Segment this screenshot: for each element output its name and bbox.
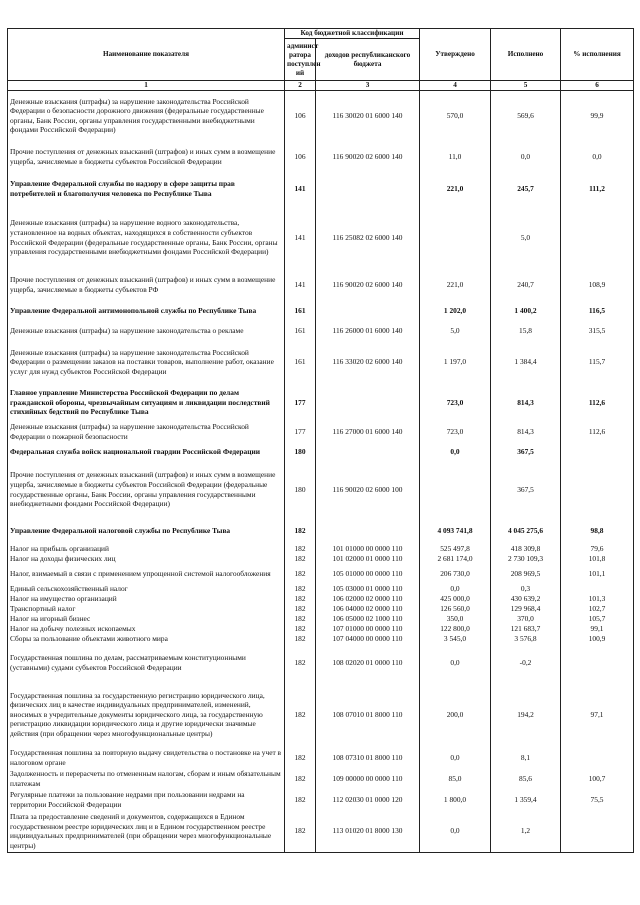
table-row bbox=[8, 594, 634, 604]
column-number: 1 bbox=[8, 81, 285, 91]
admin-code-cell: 182 bbox=[285, 769, 316, 790]
table-row bbox=[8, 644, 634, 682]
income-code-cell: 105 03000 01 0000 110 bbox=[316, 584, 420, 594]
approved-amount-cell: 570,0 bbox=[420, 91, 491, 141]
execution-percent-cell: 101,3 bbox=[561, 594, 634, 604]
execution-percent-cell: 100,9 bbox=[561, 634, 634, 644]
approved-amount-cell: 3 545,0 bbox=[420, 634, 491, 644]
header-indicator-name: Наименование показателя bbox=[8, 29, 285, 81]
indicator-name-cell: Транспортный налог bbox=[8, 604, 285, 614]
income-code-cell: 116 26000 01 6000 140 bbox=[316, 322, 420, 341]
admin-code-cell: 182 bbox=[285, 594, 316, 604]
admin-code-cell: 182 bbox=[285, 644, 316, 682]
admin-code-cell: 182 bbox=[285, 554, 316, 564]
income-code-cell: 116 27000 01 6000 140 bbox=[316, 422, 420, 442]
execution-percent-cell: 99,9 bbox=[561, 91, 634, 141]
execution-percent-cell bbox=[561, 442, 634, 462]
indicator-name-cell: Единый сельскохозяйственный налог bbox=[8, 584, 285, 594]
executed-amount-cell: 121 683,7 bbox=[491, 624, 561, 634]
indicator-name-cell: Денежные взыскания (штрафы) за нарушение законодательства о рекламе bbox=[8, 322, 285, 341]
execution-percent-cell: 75,5 bbox=[561, 790, 634, 811]
admin-code-cell: 141 bbox=[285, 270, 316, 300]
executed-amount-cell: 569,6 bbox=[491, 91, 561, 141]
admin-code-cell: 182 bbox=[285, 518, 316, 544]
indicator-name-cell: Прочие поступления от денежных взысканий (штрафов) и иных сумм в возмещение ущерба, зачисляемые в бюджеты субъектов РФ bbox=[8, 270, 285, 300]
executed-amount-cell: 85,6 bbox=[491, 769, 561, 790]
approved-amount-cell: 4 093 741,8 bbox=[420, 518, 491, 544]
admin-code-cell: 182 bbox=[285, 604, 316, 614]
column-number: 2 bbox=[285, 81, 316, 91]
approved-amount-cell: 0,0 bbox=[420, 748, 491, 769]
indicator-name-cell: Управление Федеральной антимонопольной службы по Республике Тыва bbox=[8, 300, 285, 322]
column-number: 6 bbox=[561, 81, 634, 91]
table-row bbox=[8, 384, 634, 422]
execution-percent-cell: 101,1 bbox=[561, 564, 634, 584]
execution-percent-cell: 115,7 bbox=[561, 341, 634, 384]
table-row bbox=[8, 682, 634, 748]
income-code-cell: 116 30020 01 6000 140 bbox=[316, 91, 420, 141]
table-row bbox=[8, 300, 634, 322]
table-header bbox=[8, 29, 634, 91]
income-code-cell bbox=[316, 300, 420, 322]
income-code-cell: 116 25082 02 6000 140 bbox=[316, 206, 420, 270]
admin-code-cell: 161 bbox=[285, 341, 316, 384]
executed-amount-cell: -0,2 bbox=[491, 644, 561, 682]
execution-percent-cell: 102,7 bbox=[561, 604, 634, 614]
approved-amount-cell: 0,0 bbox=[420, 811, 491, 853]
income-code-cell bbox=[316, 442, 420, 462]
admin-code-cell: 182 bbox=[285, 584, 316, 594]
execution-percent-cell: 101,8 bbox=[561, 554, 634, 564]
indicator-name-cell: Задолженность и перерасчеты по отмененным налогам, сборам и иным обязательным платежам bbox=[8, 769, 285, 790]
approved-amount-cell: 425 000,0 bbox=[420, 594, 491, 604]
table-row bbox=[8, 624, 634, 634]
indicator-name-cell: Государственная пошлина по делам, рассматриваемым конституционными (уставными) судами субъектов Российской Федерации bbox=[8, 644, 285, 682]
indicator-name-cell: Денежные взыскания (штрафы) за нарушение законодательства Российской Федерации о безопасности дорожного движения (федеральные государственные органы, Банк России, органы управления государственными внебюджетными фондами Российской Федерации) bbox=[8, 91, 285, 141]
indicator-name-cell: Налог на игорный бизнес bbox=[8, 614, 285, 624]
execution-percent-cell: 100,7 bbox=[561, 769, 634, 790]
admin-code-cell: 182 bbox=[285, 614, 316, 624]
admin-code-cell: 182 bbox=[285, 544, 316, 554]
approved-amount-cell: 525 497,8 bbox=[420, 544, 491, 554]
admin-code-cell: 182 bbox=[285, 682, 316, 748]
admin-code-cell: 180 bbox=[285, 442, 316, 462]
executed-amount-cell: 15,8 bbox=[491, 322, 561, 341]
header-code-group: Код бюджетной классификации bbox=[285, 29, 420, 39]
approved-amount-cell: 5,0 bbox=[420, 322, 491, 341]
header-approved: Утверждено bbox=[420, 29, 491, 81]
table-row bbox=[8, 422, 634, 442]
income-code-cell: 113 01020 01 8000 130 bbox=[316, 811, 420, 853]
indicator-name-cell: Денежные взыскания (штрафы) за нарушение водного законодательства, установленное на водных объектах, находящихся в собственности субъектов Российской Федерации (федеральные государственные органы, Банк России, органы управления государственными внебюджетными фондами Российской Федерации) bbox=[8, 206, 285, 270]
admin-code-cell: 141 bbox=[285, 173, 316, 206]
admin-code-cell: 180 bbox=[285, 462, 316, 518]
income-code-cell: 106 04000 02 0000 110 bbox=[316, 604, 420, 614]
executed-amount-cell: 1,2 bbox=[491, 811, 561, 853]
table-row bbox=[8, 584, 634, 594]
column-number: 5 bbox=[491, 81, 561, 91]
approved-amount-cell: 11,0 bbox=[420, 141, 491, 173]
header-executed: Исполнено bbox=[491, 29, 561, 81]
executed-amount-cell: 8,1 bbox=[491, 748, 561, 769]
column-numbers-row bbox=[8, 81, 634, 91]
executed-amount-cell: 5,0 bbox=[491, 206, 561, 270]
executed-amount-cell: 430 639,2 bbox=[491, 594, 561, 604]
indicator-name-cell: Налог на имущество организаций bbox=[8, 594, 285, 604]
admin-code-cell: 161 bbox=[285, 322, 316, 341]
table-row bbox=[8, 518, 634, 544]
admin-code-cell: 182 bbox=[285, 790, 316, 811]
header-percent: % исполнения bbox=[561, 29, 634, 81]
income-code-cell: 106 05000 02 1000 110 bbox=[316, 614, 420, 624]
table-row bbox=[8, 811, 634, 853]
indicator-name-cell: Плата за предоставление сведений и документов, содержащихся в Едином государственном реестре юридических лиц и в Едином государственном реестре индивидуальных предпринимателей (при обращении через многофункциональные центры) bbox=[8, 811, 285, 853]
admin-code-cell: 182 bbox=[285, 634, 316, 644]
table-row bbox=[8, 614, 634, 624]
indicator-name-cell: Денежные взыскания (штрафы) за нарушение законодательства Российской Федерации о пожарной безопасности bbox=[8, 422, 285, 442]
executed-amount-cell: 418 309,8 bbox=[491, 544, 561, 554]
approved-amount-cell: 1 202,0 bbox=[420, 300, 491, 322]
execution-percent-cell: 108,9 bbox=[561, 270, 634, 300]
approved-amount-cell: 221,0 bbox=[420, 173, 491, 206]
execution-percent-cell: 111,2 bbox=[561, 173, 634, 206]
indicator-name-cell: Денежные взыскания (штрафы) за нарушение законодательства Российской Федерации о размещении заказов на поставки товаров, выполнение работ, оказание услуг для нужд субъектов Российской Федерации bbox=[8, 341, 285, 384]
executed-amount-cell: 194,2 bbox=[491, 682, 561, 748]
header-income-code: доходов республиканского бюджета bbox=[316, 39, 420, 81]
indicator-name-cell: Налог на прибыль организаций bbox=[8, 544, 285, 554]
admin-code-cell: 182 bbox=[285, 624, 316, 634]
table-row bbox=[8, 748, 634, 769]
indicator-name-cell: Федеральная служба войск национальной гвардии Российской Федерации bbox=[8, 442, 285, 462]
column-number: 4 bbox=[420, 81, 491, 91]
approved-amount-cell: 2 681 174,0 bbox=[420, 554, 491, 564]
income-code-cell: 108 07310 01 8000 110 bbox=[316, 748, 420, 769]
approved-amount-cell: 0,0 bbox=[420, 442, 491, 462]
execution-percent-cell bbox=[561, 748, 634, 769]
executed-amount-cell: 2 730 109,3 bbox=[491, 554, 561, 564]
execution-percent-cell bbox=[561, 811, 634, 853]
approved-amount-cell: 0,0 bbox=[420, 584, 491, 594]
income-code-cell: 116 90020 02 6000 140 bbox=[316, 270, 420, 300]
table-row bbox=[8, 173, 634, 206]
admin-code-cell: 177 bbox=[285, 384, 316, 422]
execution-percent-cell bbox=[561, 462, 634, 518]
approved-amount-cell: 1 800,0 bbox=[420, 790, 491, 811]
approved-amount-cell: 126 560,0 bbox=[420, 604, 491, 614]
executed-amount-cell: 1 359,4 bbox=[491, 790, 561, 811]
execution-percent-cell: 98,8 bbox=[561, 518, 634, 544]
approved-amount-cell: 723,0 bbox=[420, 384, 491, 422]
admin-code-cell: 141 bbox=[285, 206, 316, 270]
approved-amount-cell: 350,0 bbox=[420, 614, 491, 624]
header-admin-code: админист ратора поступлен ий bbox=[285, 39, 316, 81]
table-row bbox=[8, 790, 634, 811]
executed-amount-cell: 245,7 bbox=[491, 173, 561, 206]
table-row bbox=[8, 604, 634, 614]
approved-amount-cell: 206 730,0 bbox=[420, 564, 491, 584]
admin-code-cell: 177 bbox=[285, 422, 316, 442]
table-row bbox=[8, 442, 634, 462]
income-code-cell bbox=[316, 384, 420, 422]
execution-percent-cell: 112,6 bbox=[561, 422, 634, 442]
income-code-cell: 107 01000 00 0000 110 bbox=[316, 624, 420, 634]
executed-amount-cell: 3 576,8 bbox=[491, 634, 561, 644]
table-body bbox=[8, 91, 634, 853]
execution-percent-cell bbox=[561, 644, 634, 682]
indicator-name-cell: Государственная пошлина за государственную регистрацию юридического лица, физических лиц в качестве индивидуальных предпринимателей, изменений, вносимых в учредительные документы юридического лица, за государственную регистрацию ликвидации юридического лица и другие юридически значимые действия (при обращении через многофункциональные центры) bbox=[8, 682, 285, 748]
table-row bbox=[8, 322, 634, 341]
execution-percent-cell: 116,5 bbox=[561, 300, 634, 322]
table-row bbox=[8, 141, 634, 173]
indicator-name-cell: Регулярные платежи за пользование недрами при пользовании недрами на территории Российской Федерации bbox=[8, 790, 285, 811]
execution-percent-cell: 97,1 bbox=[561, 682, 634, 748]
approved-amount-cell: 200,0 bbox=[420, 682, 491, 748]
executed-amount-cell: 367,5 bbox=[491, 442, 561, 462]
admin-code-cell: 182 bbox=[285, 748, 316, 769]
execution-percent-cell: 0,0 bbox=[561, 141, 634, 173]
table-row bbox=[8, 206, 634, 270]
admin-code-cell: 106 bbox=[285, 91, 316, 141]
income-code-cell: 108 02020 01 0000 110 bbox=[316, 644, 420, 682]
approved-amount-cell: 221,0 bbox=[420, 270, 491, 300]
indicator-name-cell: Главное управление Министерства Российской Федерации по делам гражданской обороны, чрезвычайным ситуациям и ликвидации последствий стихийных бедствий по Республике Тыва bbox=[8, 384, 285, 422]
approved-amount-cell: 85,0 bbox=[420, 769, 491, 790]
executed-amount-cell: 0,0 bbox=[491, 141, 561, 173]
execution-percent-cell bbox=[561, 206, 634, 270]
approved-amount-cell: 122 800,0 bbox=[420, 624, 491, 634]
admin-code-cell: 161 bbox=[285, 300, 316, 322]
indicator-name-cell: Управление Федеральной налоговой службы по Республике Тыва bbox=[8, 518, 285, 544]
indicator-name-cell: Управление Федеральной службы по надзору в сфере защиты прав потребителей и благополучия человека по Республике Тыва bbox=[8, 173, 285, 206]
execution-percent-cell: 315,5 bbox=[561, 322, 634, 341]
executed-amount-cell: 367,5 bbox=[491, 462, 561, 518]
income-code-cell: 106 02000 02 0000 110 bbox=[316, 594, 420, 604]
admin-code-cell: 182 bbox=[285, 564, 316, 584]
indicator-name-cell: Прочие поступления от денежных взысканий (штрафов) и иных сумм в возмещение ущерба, зачисляемые в бюджеты субъектов Российской Федерации (федеральные государственные органы, Банк России, органы управления государственными внебюджетными фондами Российской Федерации) bbox=[8, 462, 285, 518]
indicator-name-cell: Налог на доходы физических лиц bbox=[8, 554, 285, 564]
table-row bbox=[8, 544, 634, 554]
approved-amount-cell bbox=[420, 206, 491, 270]
table-row bbox=[8, 554, 634, 564]
income-code-cell bbox=[316, 173, 420, 206]
approved-amount-cell bbox=[420, 462, 491, 518]
income-code-cell: 116 90020 02 6000 100 bbox=[316, 462, 420, 518]
indicator-name-cell: Налог на добычу полезных ископаемых bbox=[8, 624, 285, 634]
budget-execution-table bbox=[7, 28, 634, 853]
income-code-cell: 101 02000 01 0000 110 bbox=[316, 554, 420, 564]
indicator-name-cell: Налог, взимаемый в связи с применением упрощенной системой налогообложения bbox=[8, 564, 285, 584]
executed-amount-cell: 4 045 275,6 bbox=[491, 518, 561, 544]
executed-amount-cell: 208 969,5 bbox=[491, 564, 561, 584]
income-code-cell: 112 02030 01 0000 120 bbox=[316, 790, 420, 811]
indicator-name-cell: Государственная пошлина за повторную выдачу свидетельства о постановке на учет в налоговом органе bbox=[8, 748, 285, 769]
income-code-cell: 108 07010 01 8000 110 bbox=[316, 682, 420, 748]
indicator-name-cell: Прочие поступления от денежных взысканий (штрафов) и иных сумм в возмещение ущерба, зачисляемые в бюджеты субъектов Российской Федерации bbox=[8, 141, 285, 173]
execution-percent-cell bbox=[561, 584, 634, 594]
table-row bbox=[8, 634, 634, 644]
admin-code-cell: 106 bbox=[285, 141, 316, 173]
income-code-cell: 109 00000 00 0000 110 bbox=[316, 769, 420, 790]
executed-amount-cell: 814,3 bbox=[491, 384, 561, 422]
income-code-cell: 101 01000 00 0000 110 bbox=[316, 544, 420, 554]
table-row bbox=[8, 564, 634, 584]
approved-amount-cell: 1 197,0 bbox=[420, 341, 491, 384]
execution-percent-cell: 112,6 bbox=[561, 384, 634, 422]
income-code-cell: 105 01000 00 0000 110 bbox=[316, 564, 420, 584]
income-code-cell: 107 04000 00 0000 110 bbox=[316, 634, 420, 644]
execution-percent-cell: 105,7 bbox=[561, 614, 634, 624]
table-row bbox=[8, 270, 634, 300]
income-code-cell: 116 90020 02 6000 140 bbox=[316, 141, 420, 173]
admin-code-cell: 182 bbox=[285, 811, 316, 853]
table-row bbox=[8, 341, 634, 384]
executed-amount-cell: 240,7 bbox=[491, 270, 561, 300]
table-row bbox=[8, 91, 634, 141]
executed-amount-cell: 129 968,4 bbox=[491, 604, 561, 614]
table-row bbox=[8, 769, 634, 790]
approved-amount-cell: 723,0 bbox=[420, 422, 491, 442]
executed-amount-cell: 1 384,4 bbox=[491, 341, 561, 384]
execution-percent-cell: 79,6 bbox=[561, 544, 634, 554]
executed-amount-cell: 0,3 bbox=[491, 584, 561, 594]
executed-amount-cell: 814,3 bbox=[491, 422, 561, 442]
executed-amount-cell: 370,0 bbox=[491, 614, 561, 624]
execution-percent-cell: 99,1 bbox=[561, 624, 634, 634]
approved-amount-cell: 0,0 bbox=[420, 644, 491, 682]
income-code-cell: 116 33020 02 6000 140 bbox=[316, 341, 420, 384]
income-code-cell bbox=[316, 518, 420, 544]
column-number: 3 bbox=[316, 81, 420, 91]
table-row bbox=[8, 462, 634, 518]
executed-amount-cell: 1 400,2 bbox=[491, 300, 561, 322]
indicator-name-cell: Сборы за пользование объектами животного мира bbox=[8, 634, 285, 644]
